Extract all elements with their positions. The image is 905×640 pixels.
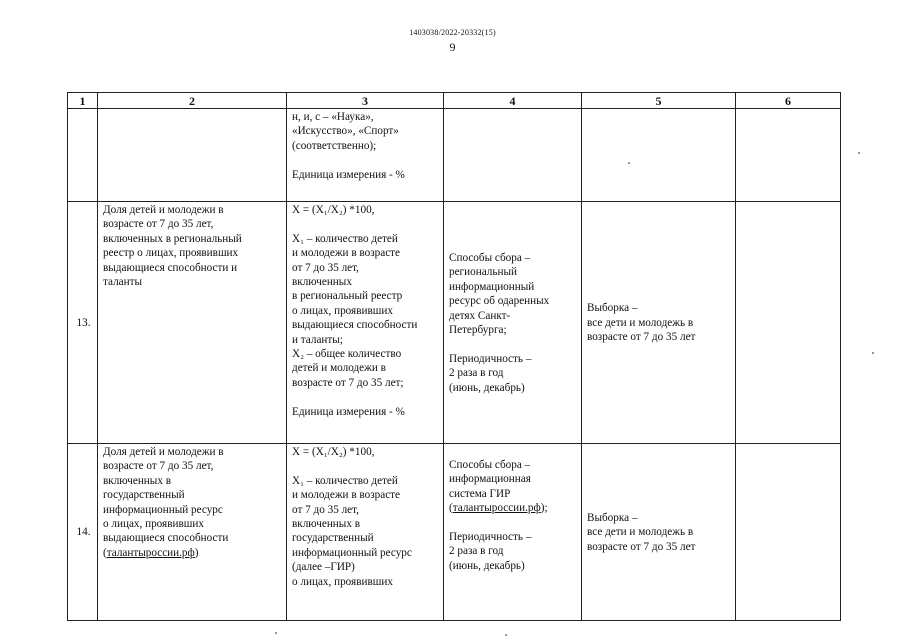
text-line: таланты <box>103 276 143 289</box>
text-line: X = (X₁/X₂) *100, <box>292 446 375 458</box>
indicators-table <box>67 92 841 621</box>
text-line: государственный <box>103 489 185 502</box>
collection-method-cell <box>444 202 582 444</box>
text-line: о лицах, проявивших <box>292 575 393 588</box>
scan-speck <box>505 634 507 636</box>
text-line <box>292 459 440 473</box>
text-line: возрасте от 7 до 35 лет <box>587 540 696 553</box>
sample-cell <box>582 202 736 444</box>
text-line: X₁ – количество детей <box>292 232 398 245</box>
text-line: включенных в региональный <box>103 232 242 245</box>
text-line: включенных в <box>103 474 171 487</box>
row-number: 13. <box>68 202 98 444</box>
text-line <box>292 217 440 231</box>
table-row <box>68 444 841 621</box>
column-header: 2 <box>98 93 287 109</box>
text-line: возрасте от 7 до 35 лет; <box>292 376 404 389</box>
text-line: 2 раза в год <box>449 367 504 380</box>
text-line: Доля детей и молодежи в <box>103 204 224 216</box>
text-line <box>449 516 578 530</box>
talants-link[interactable]: талантыроссии.рф <box>106 546 195 559</box>
text-line: государственный <box>292 532 374 545</box>
row-number: 14. <box>68 444 98 621</box>
text-line: информационный <box>449 280 535 293</box>
table-cell <box>736 444 841 621</box>
text-line: включенных в <box>292 518 360 531</box>
scan-speck <box>872 352 874 354</box>
page-number: 9 <box>449 40 456 54</box>
column-header: 4 <box>444 93 582 109</box>
text-line: от 7 до 35 лет, <box>292 503 359 516</box>
text-line: Петербурга; <box>449 324 507 336</box>
text-line: возрасте от 7 до 35 лет <box>587 331 696 344</box>
text-line: ресурс об одаренных <box>449 295 550 308</box>
talants-link[interactable]: талантыроссии.рф <box>452 502 541 515</box>
table-cell <box>444 109 582 202</box>
text-line: Способы сбора – <box>449 251 531 264</box>
sample-cell <box>582 444 736 621</box>
text-line: возрасте от 7 до 35 лет, <box>103 218 214 231</box>
text-line: Выборка – <box>587 302 638 315</box>
text-line: система ГИР <box>449 487 511 500</box>
text-line: X₂ – общее количество <box>292 348 402 361</box>
scan-speck <box>275 632 277 634</box>
text-line: региональный <box>449 266 517 279</box>
text-line: выдающиеся способности <box>292 319 418 332</box>
text-line: «Искусство», «Спорт» <box>292 125 399 138</box>
text-line: включенных <box>292 276 352 289</box>
column-header: 5 <box>582 93 736 109</box>
text-line: информационный ресурс <box>103 503 223 516</box>
table-row <box>68 109 841 202</box>
text-line: Выборка – <box>587 511 638 524</box>
text-line: и молодежи в возрасте <box>292 489 401 502</box>
indicator-name-cell: Доля детей и молодежи в возрасте от 7 до 35 лет, включенных в государственный информационный ресурс о лицах, проявивших выдающиеся способности (талантыроссии.рф) <box>98 444 287 621</box>
formula-cell <box>287 202 444 444</box>
text-line: детей и молодежи в <box>292 362 386 375</box>
text-line: X = (X₁/X₂) *100, <box>292 204 375 216</box>
document-code: 1403038/2022-20332(15) <box>409 28 496 37</box>
column-header: 1 <box>68 93 98 109</box>
text-line: (далее –ГИР) <box>292 561 355 574</box>
text-line: Единица измерения - % <box>292 168 405 181</box>
column-header: 6 <box>736 93 841 109</box>
text-line: и молодежи в возрасте <box>292 247 401 260</box>
text-line: (июнь, декабрь) <box>449 559 525 572</box>
text-line: Периодичность – <box>449 352 532 365</box>
text-line <box>292 153 440 167</box>
table-cell <box>98 109 287 202</box>
text-line: информационный ресурс <box>292 546 412 559</box>
text-line: выдающиеся способности и <box>103 261 238 274</box>
scan-speck <box>858 152 860 154</box>
text-line: все дети и молодежь в <box>587 316 694 329</box>
text-line <box>292 390 440 404</box>
text-line: выдающиеся способности <box>103 532 229 545</box>
table-row <box>68 202 841 444</box>
formula-cell <box>287 444 444 621</box>
table-cell <box>582 109 736 202</box>
text-line: в региональный реестр <box>292 290 403 303</box>
text-line: информационная <box>449 473 531 486</box>
text-line: возрасте от 7 до 35 лет, <box>103 460 214 473</box>
text-line: (соответственно); <box>292 139 377 152</box>
text-line: 2 раза в год <box>449 545 504 558</box>
text-line: все дети и молодежь в <box>587 526 694 539</box>
text-line: о лицах, проявивших <box>292 304 393 317</box>
text-line: от 7 до 35 лет, <box>292 261 359 274</box>
scan-speck <box>628 162 630 164</box>
text-line: Доля детей и молодежи в <box>103 446 224 458</box>
table-cell <box>736 202 841 444</box>
text-line: детях Санкт- <box>449 309 511 322</box>
column-header: 3 <box>287 93 444 109</box>
text-line: Периодичность – <box>449 531 532 544</box>
text-line: и таланты; <box>292 333 343 346</box>
table-header-row <box>68 93 841 109</box>
table-cell <box>68 109 98 202</box>
text-line: X₁ – количество детей <box>292 474 398 487</box>
text-line: н, и, с – «Наука», <box>292 111 374 123</box>
text-line: реестр о лицах, проявивших <box>103 247 239 260</box>
text-line: Единица измерения - % <box>292 405 405 418</box>
indicator-name-cell <box>98 202 287 444</box>
text-line: (июнь, декабрь) <box>449 381 525 394</box>
table-cell <box>736 109 841 202</box>
text-line <box>449 337 578 351</box>
text-line: Способы сбора – <box>449 459 531 471</box>
text-line: о лицах, проявивших <box>103 518 204 531</box>
collection-method-cell: Способы сбора – информационная система ГИР (талантыроссии.рф); Периодичность – 2 раза в год (июнь, декабрь) <box>444 444 582 621</box>
formula-cell <box>287 109 444 202</box>
